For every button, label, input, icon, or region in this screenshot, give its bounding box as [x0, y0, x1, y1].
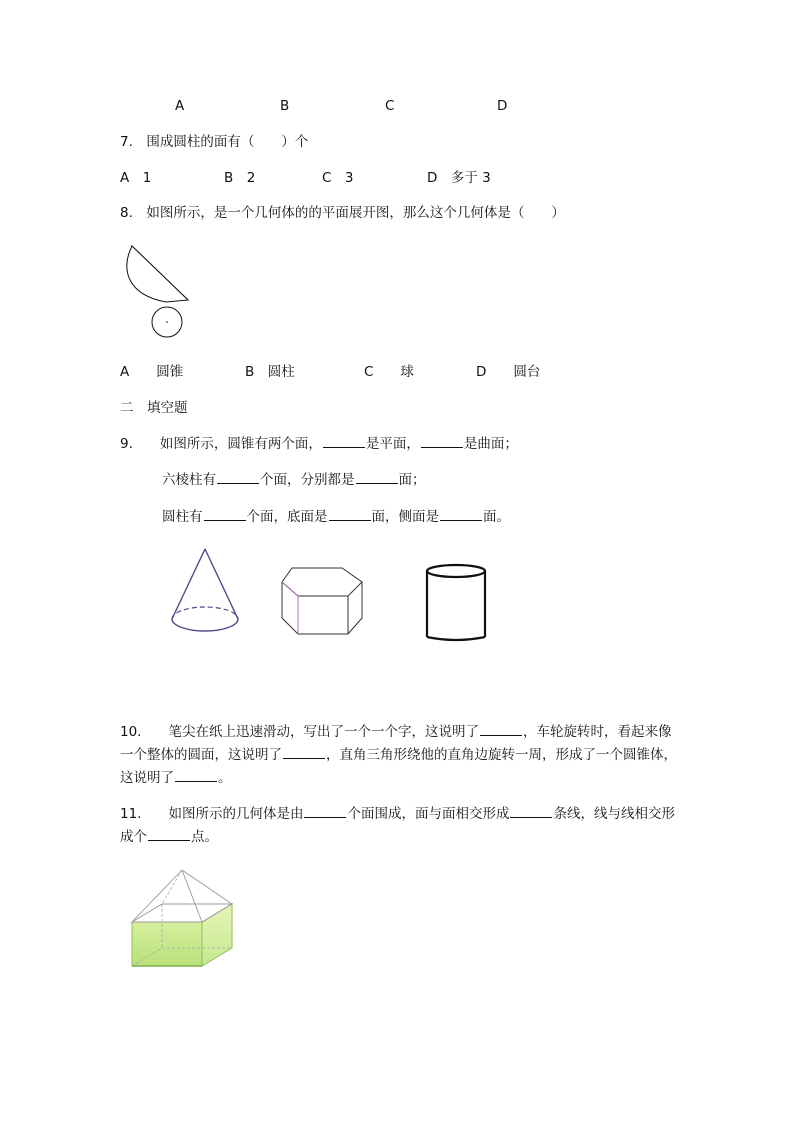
q10-line3: 这说明了 。 — [120, 770, 232, 786]
q7-option-c: C 3 — [322, 170, 354, 186]
blank[interactable] — [440, 508, 482, 521]
cone-net-figure — [118, 240, 198, 340]
blank[interactable] — [510, 805, 552, 818]
blank[interactable] — [323, 435, 365, 448]
blank[interactable] — [204, 508, 246, 521]
blank[interactable] — [283, 746, 325, 759]
q8-option-d: D 圆台 — [476, 364, 541, 380]
q11-line1: 11. 如图所示的几何体是由 个面围成，面与面相交形成 条线，线与线相交形 — [120, 806, 675, 822]
blank[interactable] — [217, 471, 259, 484]
q11-line2: 成个 点。 — [120, 829, 218, 845]
pyramid-prism-figure — [128, 868, 238, 972]
top-option-a: A — [175, 98, 185, 114]
q7-option-b: B 2 — [224, 170, 256, 186]
q9-line2: 六棱柱有 个面，分别都是 面； — [162, 472, 426, 488]
blank[interactable] — [329, 508, 371, 521]
q8-stem: 8. 如图所示，是一个几何体的的平面展开图，那么这个几何体是（ ） — [120, 205, 565, 221]
q8-option-c: C 球 — [364, 364, 414, 380]
blank[interactable] — [175, 769, 217, 782]
blank[interactable] — [148, 828, 190, 841]
q8-option-b: B 圆柱 — [245, 364, 295, 380]
top-option-b: B — [280, 98, 290, 114]
top-option-d: D — [497, 98, 508, 114]
q7-option-d: D 多于 3 — [427, 170, 491, 186]
q7-option-a: A 1 — [120, 170, 152, 186]
q7-stem: 7. 围成圆柱的面有（ ）个 — [120, 134, 309, 150]
blank[interactable] — [421, 435, 463, 448]
q9-line1: 9. 如图所示，圆锥有两个面， 是平面， 是曲面； — [120, 436, 518, 452]
q8-option-a: A 圆锥 — [120, 364, 184, 380]
hexagonal-prism-figure — [278, 562, 368, 638]
cone-figure — [168, 546, 242, 636]
blank[interactable] — [356, 471, 398, 484]
section-title: 二 填空题 — [120, 400, 188, 416]
cylinder-figure — [423, 563, 489, 643]
q10-line1: 10. 笔尖在纸上迅速滑动，写出了一个一个字，这说明了 ，车轮旋转时，看起来像 — [120, 724, 672, 740]
blank[interactable] — [304, 805, 346, 818]
top-option-c: C — [385, 98, 395, 114]
q9-line3: 圆柱有 个面，底面是 面，侧面是 面。 — [162, 509, 510, 525]
blank[interactable] — [480, 723, 522, 736]
q10-line2: 一个整体的圆面，这说明了 ，直角三角形绕他的直角边旋转一周，形成了一个圆锥体， — [120, 747, 677, 763]
